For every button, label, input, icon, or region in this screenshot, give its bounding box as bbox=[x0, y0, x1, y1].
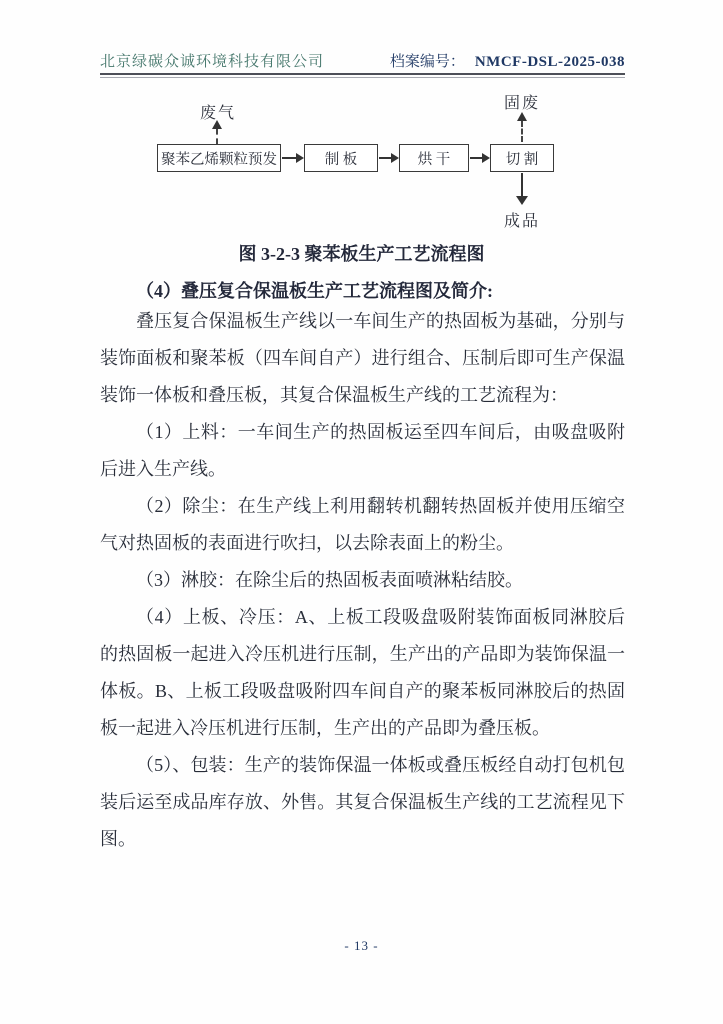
process-flow-diagram bbox=[0, 90, 723, 235]
solid-waste-label: 固废 bbox=[503, 95, 540, 112]
paragraph-intro: 叠压复合保温板生产线以一车间生产的热固板为基础，分别与装饰面板和聚苯板（四车间自产）进行组合、压制后即可生产保温装饰一体板和叠压板，其复合保温板生产线的工艺流程为： bbox=[100, 311, 625, 405]
company-name: 北京绿碳众诚环境科技有限公司 bbox=[100, 54, 325, 70]
flow-box-board-making: 制 板 bbox=[304, 144, 378, 172]
paragraph-step3-gluing: （3）淋胶：在除尘后的热固板表面喷淋粘结胶。 bbox=[136, 570, 523, 590]
flow-box-cutting: 切 割 bbox=[490, 144, 554, 172]
page-header bbox=[100, 50, 625, 71]
paragraph-step4-pressing: （4）上板、冷压：A、上板工段吸盘吸附装饰面板同淋胶后的热固板一起进入冷压机进行压制，生产出的产品即为装饰保温一体板。B、上板工段吸盘吸附四车间自产的聚苯板同淋胶后的热固板一起进入冷压机进行压制，生产出的产品即为叠压板。 bbox=[100, 607, 625, 738]
archive-number: NMCF-DSL-2025-038 bbox=[474, 54, 625, 70]
page-number: - 13 - bbox=[344, 938, 379, 953]
waste-gas-label: 废气 bbox=[199, 105, 236, 122]
section-heading: （4）叠压复合保温板生产工艺流程图及简介: bbox=[136, 281, 493, 301]
paragraph-step1-loading: （1）上料：一车间生产的热固板运至四车间后，由吸盘吸附后进入生产线。 bbox=[100, 422, 625, 479]
archive-label: 档案编号： bbox=[389, 54, 465, 70]
paragraph-step5-packing: （5）、包装：生产的装饰保温一体板或叠压板经自动打包机包装后运至成品库存放、外售。其复合保温板生产线的工艺流程见下图。 bbox=[100, 755, 625, 849]
header-divider bbox=[100, 73, 625, 78]
flow-box-drying: 烘 干 bbox=[399, 144, 469, 172]
paragraph-step2-dedusting: （2）除尘：在生产线上利用翻转机翻转热固板并使用压缩空气对热固板的表面进行吹扫，以去除表面上的粉尘。 bbox=[100, 496, 625, 553]
archive-number-field bbox=[390, 50, 625, 71]
finished-product-label: 成品 bbox=[503, 213, 540, 230]
body-text bbox=[100, 303, 625, 858]
flow-box-pre-expansion: 聚苯乙烯颗粒预发 bbox=[157, 144, 281, 172]
figure-caption: 图 3-2-3 聚苯板生产工艺流程图 bbox=[238, 244, 485, 264]
